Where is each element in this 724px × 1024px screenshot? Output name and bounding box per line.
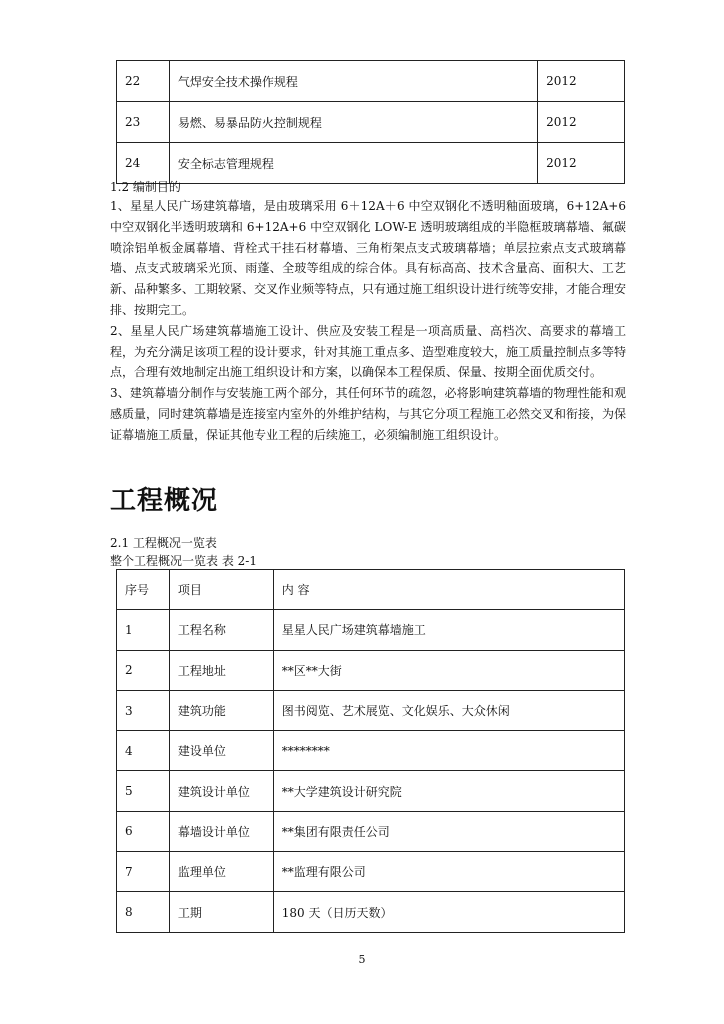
table-row (117, 61, 625, 102)
header-item: 项目 (169, 570, 273, 610)
row-number: 1 (117, 610, 170, 650)
header-content: 内 容 (273, 570, 624, 610)
row-content: **监理有限公司 (273, 852, 624, 892)
row-content: **集团有限责任公司 (273, 811, 624, 851)
row-number: 4 (117, 731, 170, 771)
row-item: 工期 (169, 892, 273, 932)
table-row (117, 690, 625, 730)
row-number: 22 (117, 61, 170, 102)
table-row (117, 102, 625, 143)
row-item: 工程名称 (169, 610, 273, 650)
page-number: 5 (358, 953, 366, 966)
table-row (117, 771, 625, 811)
row-number: 24 (117, 143, 170, 184)
row-item: 建筑设计单位 (169, 771, 273, 811)
paragraph: 2、星星人民广场建筑幕墙施工设计、供应及安装工程是一项高质量、高档次、高要求的幕墙工程，为充分满足该项工程的设计要求，针对其施工重点多、造型难度较大，施工质量控制点多等特点，合理有效地制定出施工组织设计和方案，以确保本工程保质、保量、按期全面优质交付。 (110, 323, 627, 380)
row-number: 2 (117, 650, 170, 690)
regulation-year: 2012 (538, 143, 625, 184)
overview-table (116, 569, 625, 933)
row-item: 建筑功能 (169, 690, 273, 730)
row-number: 5 (117, 771, 170, 811)
paragraph: 3、建筑幕墙分制作与安装施工两个部分，其任何环节的疏忽，必将影响建筑幕墙的物理性能和观感质量，同时建筑幕墙是连接室内室外的外维护结构，与其它分项工程施工必然交叉和衔接，为保证幕墙施工质量，保证其他专业工程的后续施工，必须编制施工组织设计。 (110, 386, 627, 442)
table-row (117, 731, 625, 771)
table-header-row (117, 570, 625, 610)
row-content: 星星人民广场建筑幕墙施工 (273, 610, 624, 650)
section-heading: 1.2 编制目的 (110, 180, 181, 194)
row-number: 7 (117, 852, 170, 892)
row-number: 6 (117, 811, 170, 851)
table-row (117, 650, 625, 690)
row-content: ******** (273, 731, 624, 771)
section-body (110, 196, 626, 446)
table-row (117, 811, 625, 851)
row-item: 建设单位 (169, 731, 273, 771)
regulation-name: 气焊安全技术操作规程 (169, 61, 537, 102)
row-content: **大学建筑设计研究院 (273, 771, 624, 811)
regulation-year: 2012 (538, 102, 625, 143)
table-row (117, 892, 625, 932)
table-row (117, 852, 625, 892)
row-content: 180 天（日历天数） (273, 892, 624, 932)
row-number: 8 (117, 892, 170, 932)
row-number: 23 (117, 102, 170, 143)
row-number: 3 (117, 690, 170, 730)
table-caption: 整个工程概况一览表 表 2-1 (110, 554, 257, 568)
paragraph: 1、星星人民广场建筑幕墙，是由玻璃采用 6＋12A＋6 中空双钢化不透明釉面玻璃，6+12A+6 中空双钢化半透明玻璃和 6+12A+6 中空双钢化 LOW-E 透明玻璃组成的半隐框玻璃幕墙、氟碳喷涂铝单板金属幕墙、背栓式干挂石材幕墙、三角桁架点支式玻璃幕墙；单层拉索点支式玻璃幕墙、点支式玻璃采光顶、雨蓬、全玻等组成的综合体。具有标高高、技术含量高、面积大、工艺新、品种繁多、工期较紧、交叉作业频等特点，只有通过施工组织设计进行统等安排，才能合理安排、按期完工。 (110, 199, 627, 317)
row-content: **区**大街 (273, 650, 624, 690)
regulation-year: 2012 (538, 61, 625, 102)
row-content: 图书阅览、艺术展览、文化娱乐、大众休闲 (273, 690, 624, 730)
chapter-title: 工程概况 (110, 486, 219, 516)
row-item: 幕墙设计单位 (169, 811, 273, 851)
row-item: 监理单位 (169, 852, 273, 892)
regulation-name: 安全标志管理规程 (169, 143, 537, 184)
header-no: 序号 (117, 570, 170, 610)
subsection-heading: 2.1 工程概况一览表 (110, 536, 217, 550)
table-row (117, 610, 625, 650)
regulation-name: 易燃、易暴品防火控制规程 (169, 102, 537, 143)
regulations-table (116, 60, 625, 184)
table-row (117, 143, 625, 184)
row-item: 工程地址 (169, 650, 273, 690)
